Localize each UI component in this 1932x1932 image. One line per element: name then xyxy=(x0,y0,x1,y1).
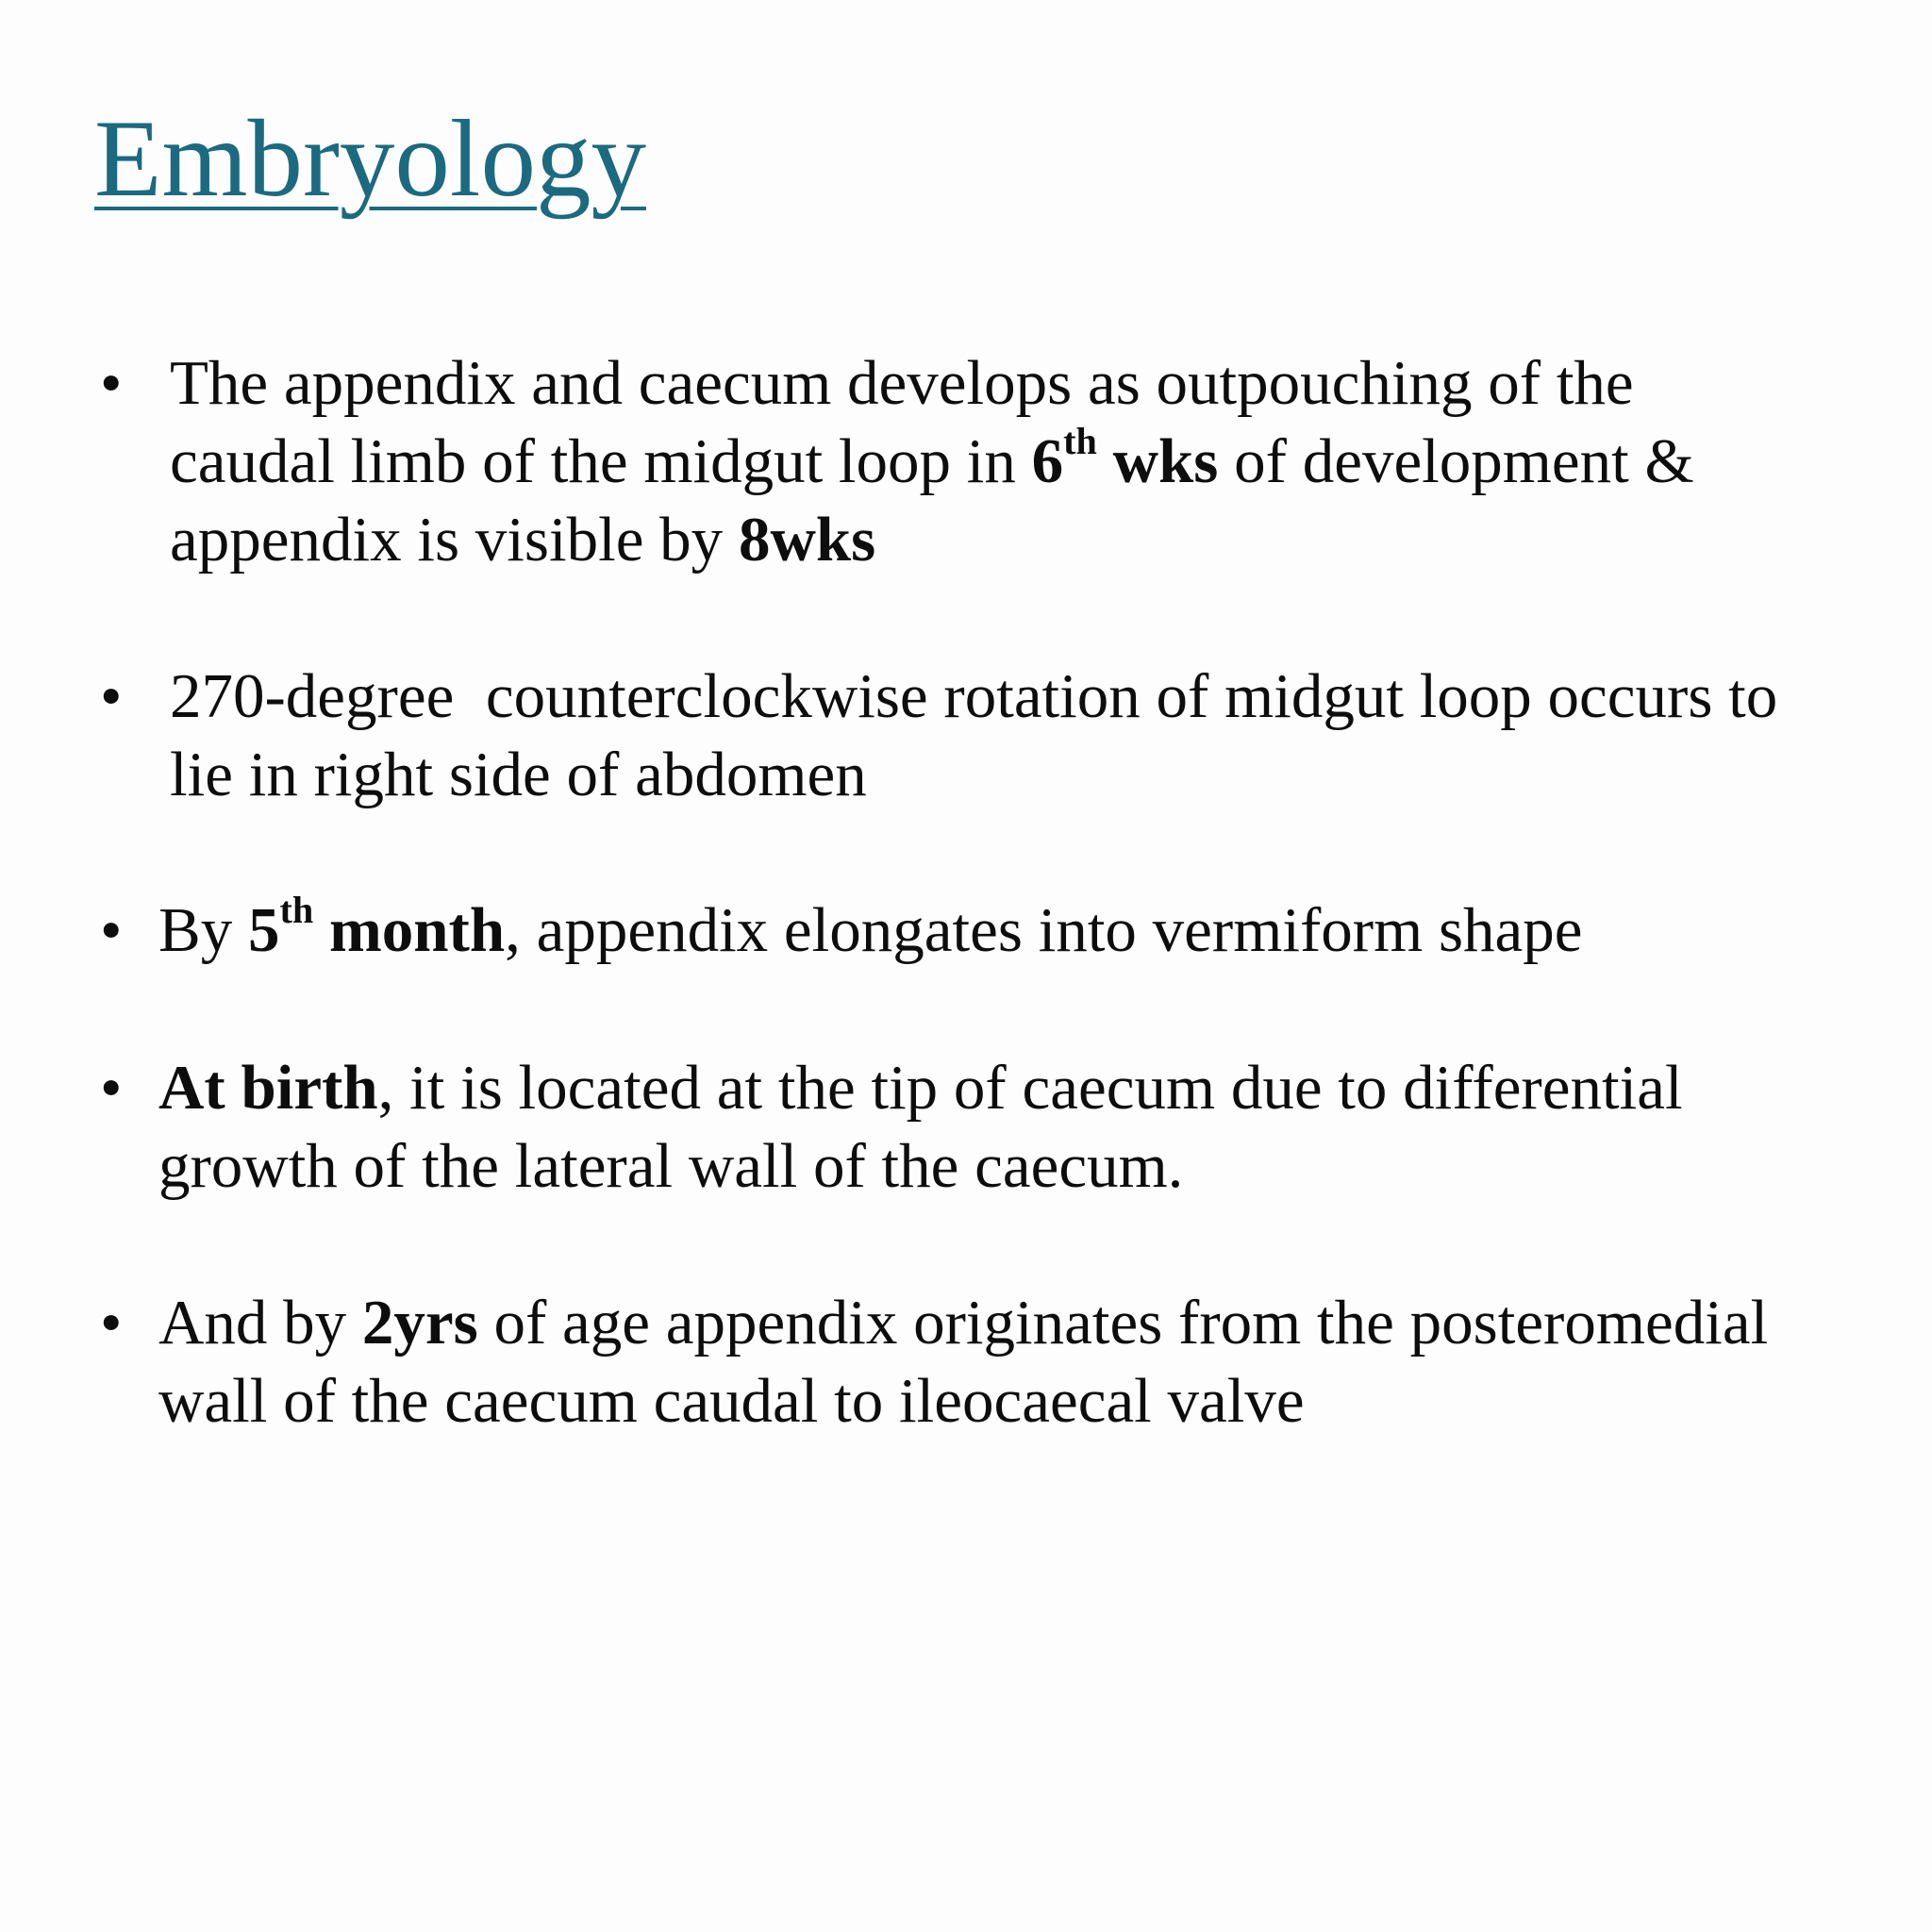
text-run: By xyxy=(158,895,248,965)
text-run: And by xyxy=(158,1288,362,1357)
bullet-line xyxy=(170,419,1694,501)
bullet-line xyxy=(170,501,1694,579)
text-run: , it is located at the tip of caecum due to differential xyxy=(377,1053,1683,1123)
text-run: , appendix elongates into vermiform shape xyxy=(505,895,1583,965)
bullet-line xyxy=(158,1284,1768,1362)
bullet-line xyxy=(158,888,1583,970)
bullet-dot-icon: • xyxy=(100,661,123,731)
bullet-line: growth of the lateral wall of the caecum. xyxy=(158,1131,1184,1201)
bullet-line: 270-degree counterclockwise rotation of midgut loop occurs to xyxy=(170,661,1778,731)
text-run: of development & xyxy=(1218,426,1694,496)
bullet-line: The appendix and caecum develops as outpouching of the xyxy=(170,348,1634,418)
bold-run: 8wks xyxy=(738,505,876,575)
bold-run: 5 xyxy=(247,895,280,965)
text-run: appendix is visible by xyxy=(170,505,739,575)
bullet-line: wall of the caecum caudal to ileocaecal valve xyxy=(158,1366,1305,1436)
bullet-dot-icon: • xyxy=(100,348,123,418)
bullet-text xyxy=(158,1284,1768,1441)
bold-run: At birth xyxy=(158,1053,378,1123)
text-run: caudal limb of the midgut loop in xyxy=(170,426,1032,496)
bullet-line xyxy=(158,1049,1683,1127)
bold-run: 2yrs xyxy=(361,1288,478,1357)
bullet-dot-icon: • xyxy=(100,1288,123,1357)
bullet-text xyxy=(158,888,1583,970)
text-run: of age appendix originates from the posteromedial xyxy=(477,1288,1769,1357)
bullet-dot-icon: • xyxy=(100,1053,123,1123)
superscript: th xyxy=(279,888,314,931)
bullet-text xyxy=(170,658,1777,814)
bullet-dot-icon: • xyxy=(100,895,123,965)
bold-run: month xyxy=(313,895,506,965)
bullet-line: lie in right side of abdomen xyxy=(170,740,867,809)
bold-run: wks xyxy=(1096,426,1219,496)
slide-title: Embryology xyxy=(94,98,646,220)
bullet-text xyxy=(158,1049,1683,1206)
bullet-text xyxy=(170,344,1694,579)
bold-run: 6 xyxy=(1031,426,1064,496)
superscript: th xyxy=(1063,419,1097,462)
